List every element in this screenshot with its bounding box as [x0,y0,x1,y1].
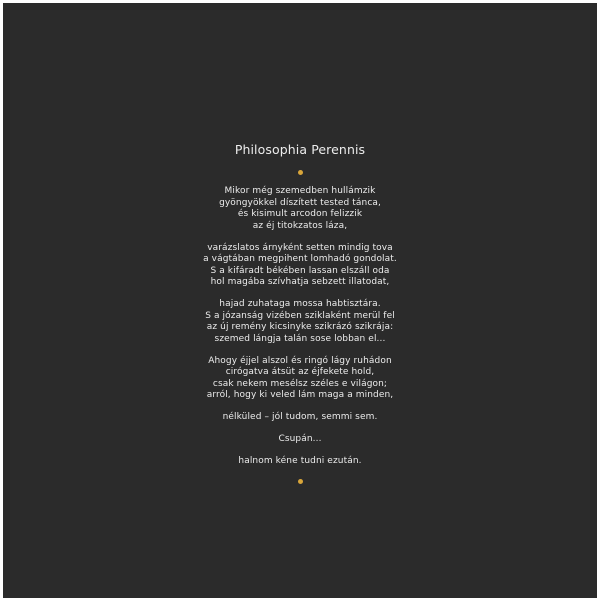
poem-line: és kisimult arcodon felizzik [237,209,363,219]
stanza [3,412,597,424]
poem-line: Ahogy éjjel alszol és ringó lágy ruhádon [208,355,392,366]
stanza [3,434,597,446]
stanza [3,356,597,402]
poem-line: a vágtában megpihent lomhadó gondolat. [203,254,397,264]
poem [3,141,597,484]
ornament-dot-bottom [298,479,303,484]
poem-line: cirógatva átsüt az éjfekete hold, [225,367,375,377]
stanza [3,456,597,468]
poem-line: S a józanság vizében sziklaként merül fel [205,310,395,321]
poem-line: hajad zuhataga mossa habtisztára. [219,299,381,309]
poem-line: arról, hogy ki veled lám maga a minden, [206,390,394,400]
poem-line: az új remény kicsinyke szikrázó szikrája: [206,322,394,332]
poem-line: Mikor még szemedben hullámzik [224,186,376,196]
poem-body [3,186,597,468]
poem-line: csak nekem mesélsz széles e világon; [212,378,388,389]
poem-line: Csupán... [278,434,322,444]
poem-line: varázslatos árnyként setten mindig tova [207,242,393,253]
poem-line: gyöngyökkel díszített tested tánca, [219,197,381,208]
poem-line: S a kifáradt békében lassan elszáll oda [210,265,390,276]
poem-title: Philosophia Perennis [234,142,366,157]
poem-line: halnom kéne tudni ezután. [238,456,362,466]
poem-line: nélküled – jól tudom, semmi sem. [222,412,378,422]
stanza [3,186,597,232]
stanza [3,243,597,289]
poem-line: szemed lángja talán sose lobban el... [214,333,386,344]
stanza [3,299,597,345]
poem-line: az éj titokzatos láza, [252,220,348,231]
page-frame [3,3,597,598]
ornament-dot-top [298,170,303,175]
poem-line: hol magába szívhatja sebzett illatodat, [210,277,390,287]
